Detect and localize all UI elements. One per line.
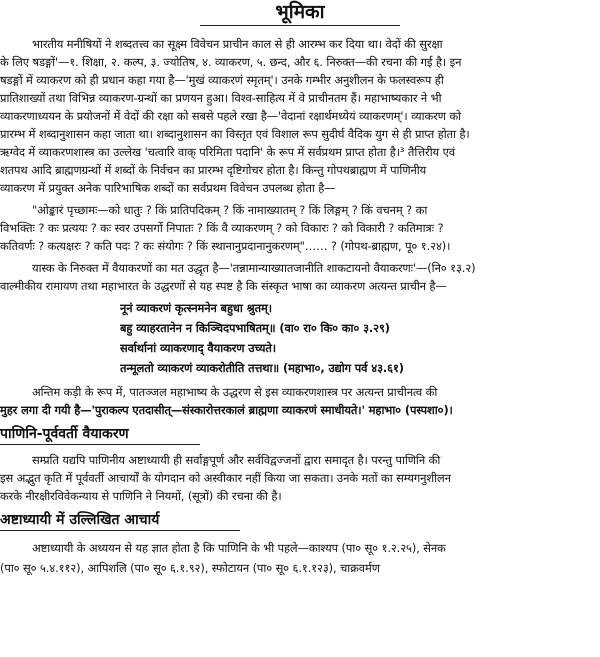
section-heading-purvavarti: पाणिनि-पूर्ववर्ती वैयाकरण: [0, 426, 129, 442]
verse-line-2: बहु व्याहरतानेन न किञ्चिदपभाषितम्॥ (वा० रा० कि० का० ३.२९): [120, 321, 390, 335]
para1-line-5: व्याकरणाध्ययन के प्रयोजनों में वेदों की रक्षा को सबसे पहले रखा है—'वेदानां रक्षार्थमध्येयं व्याकरणम्'। व्याकरण को: [0, 109, 461, 123]
para4-line-1: सम्प्रति यद्यपि पाणिनीय अष्टाध्यायी ही सर्वाङ्गपूर्ण और सर्वविद्वज्जनों द्वारा समादृत है। परन्तु पाणिनि की: [32, 453, 441, 467]
para3-line-2: मुहर लगा दी गयी है—'पुराकल्प एतदासीत्—संस्कारोत्तरकालं ब्राह्मणा व्याकरणं स्माधीयते।' महाभा० (पस्पशा०)।: [0, 403, 453, 417]
page-title: भूमिका: [275, 1, 325, 23]
para2-line-2: वाल्मीकीय रामायण तथा महाभारत के उद्धरणों से यह स्पष्ट है कि संस्कृत भाषा का व्याकरण अत्यन्त प्राचीन है—: [0, 279, 447, 293]
para5-line-1: अष्टाध्यायी के अध्ययन से यह ज्ञात होता है कि पाणिनि के भी पहले—काश्यप (पा० सू० १.२.२५), सेनक: [32, 541, 446, 555]
para3-line-1: अन्तिम कड़ी के रूप में, पातञ्जल महाभाष्य के उद्धरण से इस व्याकरणशास्त्र पर अत्यन्त प्राचीनत्व की: [32, 385, 438, 399]
para1-line-4: प्रातिशाख्यों तथा विभिन्न व्याकरण-ग्रन्थों का प्रणयन हुआ। विश्व-साहित्य में वे प्राचीनतम हैं। महाभाष्यकार ने भी: [0, 91, 442, 105]
para1-line-8: शतपथ आदि ब्राह्मणग्रन्थों में शब्दों के निर्वचन का प्रारम्भ दृष्टिगोचर होता है। किन्तु गोपथब्राह्मण में पाणिनीय: [0, 163, 427, 177]
para1-line-7: ऋग्वेद में व्याकरणशास्त्र का उल्लेख 'चत्वारि वाक् परिमिता पदानि' के रूप में सर्वप्रथम प्राप्त होता है।³ तैत्तिरीय एवं: [0, 145, 456, 159]
para1-line-1: भारतीय मनीषियों ने शब्दतत्त्व का सूक्ष्म विवेचन प्राचीन काल से ही आरम्भ कर दिया था। वेदों की सुरक्षा: [32, 37, 443, 51]
title-underline: [200, 25, 400, 26]
para2-line-1: यास्क के निरुक्त में वैयाकरणों का मत उद्धृत है—'तन्नामान्याख्यातजानीति शाकटायनो वैयाकरणः'—(नि० १३.२): [32, 261, 476, 275]
quote1-line-2: विभक्तिः ? कः प्रत्ययः ? कः स्वर उपसर्गो निपातः ? किं वै व्याकरणम् ? को विकारः ? को विकारी ? कतिमात्रः ?: [0, 221, 444, 235]
para1-line-9: व्याकरण में प्रयुक्त अनेक पारिभाषिक शब्दों का सर्वप्रथम विवेचन उपलब्ध होता है—: [0, 181, 336, 195]
quote1-line-1: "ओङ्कारं पृच्छामः—को धातुः ? किं प्रातिपदिकम् ? किं नामाख्यातम् ? किं लिङ्गम् ? किं वचनम् ? का: [32, 203, 428, 217]
para5-line-2: (पा० सू० ५.४.११२), आपिशलि (पा० सू० ६.१.९२), स्फोटायन (पा० सू० ६.१.१२३), चाक्रवर्मण: [0, 561, 380, 575]
section-heading-rule: [0, 530, 240, 531]
section-heading-acharya: अष्टाध्यायी में उल्लिखित आचार्य: [0, 512, 160, 528]
verse-line-4: तन्मूलतो व्याकरणं व्याकरोतीति तत्तथा॥ (महाभा०, उद्योग पर्व ४३.६१): [120, 361, 404, 375]
para1-line-2: के लिए षडङ्गों'—१. शिक्षा, २. कल्प, ३. ज्योतिष, ४. व्याकरण, ५. छन्द, और ६. निरुक्त—की रचना की गई है। इन: [0, 55, 462, 69]
para4-line-2: इस अद्भुत कृति में पूर्ववर्ती आचार्यों के योगदान को अस्वीकार नहीं किया जा सकता। उनके मतों का सम्यगनुशीलन: [0, 471, 451, 485]
para4-line-3: करके नीरक्षीरविवेकन्याय से पाणिनि ने नियमों, (सूत्रों) की रचना की है।: [0, 489, 282, 503]
section-heading-rule: [0, 444, 200, 445]
verse-line-3: सर्वार्थानां व्याकरणाद् वैयाकरण उच्यते।: [120, 341, 276, 355]
para1-line-3: षडङ्गों में व्याकरण को ही प्रधान कहा गया है—'मुखं व्याकरणं स्मृतम्'। उनके गम्भीर अनुशीलन के फलस्वरूप ही: [0, 73, 444, 87]
quote1-line-3: कतिवर्णः ? कत्यक्षरः ? कति पदः ? कः संयोगः ? किं स्थानानुप्रदानानुकरणम्"…… ? (गोपथ-ब्राह्मण, पू० १.२४)।: [0, 239, 451, 253]
para1-line-6: प्रारम्भ में शब्दानुशासन कहा जाता था। शब्दानुशासन का विस्तृत एवं विशाल रूप सुदीर्घ वैदिक युग से ही प्राप्त होता है।: [0, 127, 470, 141]
verse-line-1: नूनं व्याकरणं कृत्स्नमनेन बहुधा श्रुतम्।: [120, 301, 272, 315]
